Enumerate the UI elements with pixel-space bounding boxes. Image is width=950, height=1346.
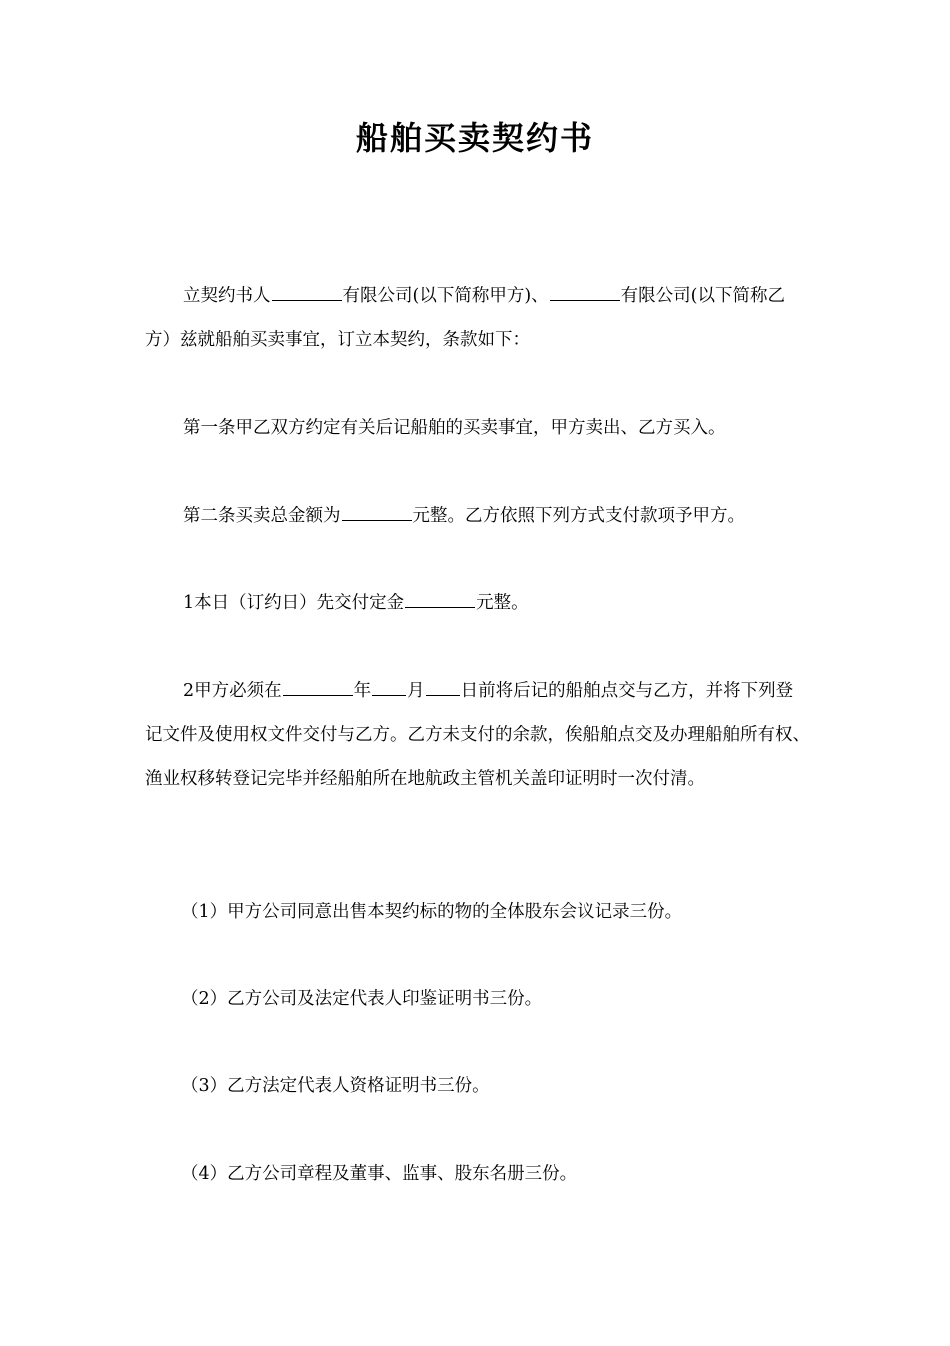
payment-clause-2 xyxy=(145,669,810,801)
intro-text-a: 立契约书人 xyxy=(183,286,271,306)
payment-clause-2-text-d: 日前将后记的船舶点交与乙方，并将下列登记文件及使用权文件交付与乙方。乙方未支付的余款，俟船舶点交及办理船舶所有权、渔业权移转登记完毕并经船舶所在地航政主管机关盖印证明时一次付清。 xyxy=(145,681,810,789)
document-item-4: （4）乙方公司章程及董事、监事、股东名册三份。 xyxy=(181,1164,578,1184)
document-item-3: （3）乙方法定代表人资格证明书三份。 xyxy=(181,1076,490,1096)
document-title: 船舶买卖契约书 xyxy=(355,119,594,157)
document-item-1: （1）甲方公司同意出售本契约标的物的全体股东会议记录三份。 xyxy=(181,902,683,922)
party-b-name-blank xyxy=(550,283,620,302)
intro-text-b: 有限公司(以下简称甲方)、 xyxy=(342,286,549,306)
document-item-2: （2）乙方公司及法定代表人印鉴证明书三份。 xyxy=(181,989,543,1009)
payment-clause-2-text-c: 月 xyxy=(407,681,425,701)
party-a-name-blank xyxy=(272,283,342,302)
payment-clause-2-text-a: 2甲方必须在 xyxy=(183,681,282,701)
total-amount-blank xyxy=(342,503,412,522)
article-2 xyxy=(145,494,810,538)
payment-clause-1-text-a: 1本日（订约日）先交付定金 xyxy=(183,593,405,613)
intro-text-c: 有限公司(以下简称乙方）兹就船舶买卖事宜，订立本契约，条款如下： xyxy=(145,286,785,350)
deposit-amount-blank xyxy=(405,590,475,609)
article-2-text-a: 第二条买卖总金额为 xyxy=(183,506,341,526)
article-1: 第一条甲乙双方约定有关后记船舶的买卖事宜，甲方卖出、乙方买入。 xyxy=(183,418,726,438)
delivery-year-blank xyxy=(283,678,353,697)
payment-clause-1-text-b: 元整。 xyxy=(476,593,529,613)
payment-clause-2-text-b: 年 xyxy=(353,681,372,701)
delivery-month-blank xyxy=(372,678,406,697)
payment-clause-1 xyxy=(145,581,810,625)
intro-paragraph xyxy=(145,274,810,362)
article-2-text-b: 元整。乙方依照下列方式支付款项予甲方。 xyxy=(412,506,745,526)
delivery-day-blank xyxy=(426,678,460,697)
